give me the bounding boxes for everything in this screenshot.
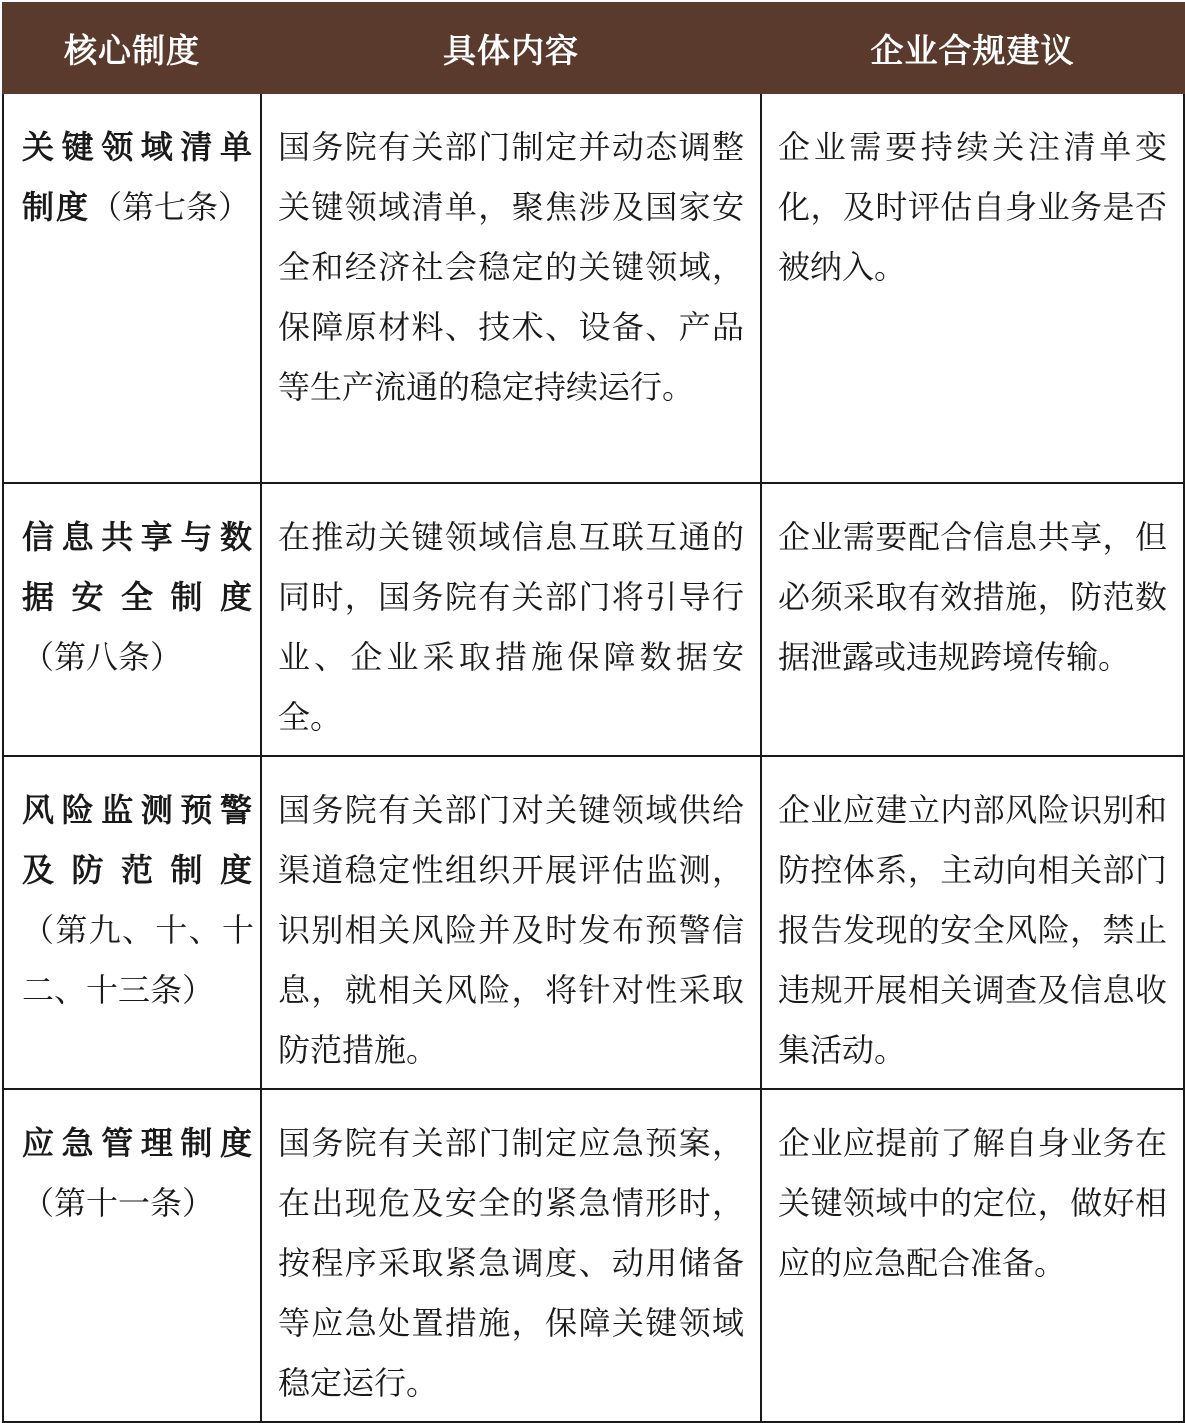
article-ref: （第十一条）	[22, 1184, 215, 1222]
article-ref: （第八条）	[22, 638, 183, 676]
system-name: 风险监测预警及防范制度	[22, 791, 254, 889]
system-name: 信息共享与数据安全制度	[22, 518, 254, 616]
regulation-table	[2, 2, 1185, 1423]
header-core-system: 核心制度	[3, 3, 261, 93]
system-name-cell	[3, 93, 261, 483]
table-row	[3, 1089, 1184, 1422]
table-row	[3, 756, 1184, 1089]
system-name-cell	[3, 756, 261, 1089]
table-row	[3, 483, 1184, 756]
content-cell: 国务院有关部门制定并动态调整关键领域清单，聚焦涉及国家安全和经济社会稳定的关键领域，保障原材料、技术、设备、产品等生产流通的稳定持续运行。	[261, 93, 761, 483]
header-content: 具体内容	[261, 3, 761, 93]
system-name: 关键领域清单制度	[22, 128, 254, 226]
table-row	[3, 93, 1184, 483]
system-name-cell	[3, 483, 261, 756]
advice-cell: 企业应建立内部风险识别和防控体系，主动向相关部门报告发现的安全风险，禁止违规开展相关调查及信息收集活动。	[761, 756, 1184, 1089]
system-name-cell	[3, 1089, 261, 1422]
content-cell: 国务院有关部门对关键领域供给渠道稳定性组织开展评估监测，识别相关风险并及时发布预警信息，就相关风险，将针对性采取防范措施。	[261, 756, 761, 1089]
header-row	[3, 3, 1184, 93]
content-cell: 国务院有关部门制定应急预案，在出现危及安全的紧急情形时，按程序采取紧急调度、动用储备等应急处置措施，保障关键领域稳定运行。	[261, 1089, 761, 1422]
header-compliance-advice: 企业合规建议	[761, 3, 1184, 93]
advice-cell: 企业应提前了解自身业务在关键领域中的定位，做好相应的应急配合准备。	[761, 1089, 1184, 1422]
article-ref: （第九、十、十二、十三条）	[22, 911, 254, 1009]
advice-cell: 企业需要配合信息共享，但必须采取有效措施，防范数据泄露或违规跨境传输。	[761, 483, 1184, 756]
content-cell: 在推动关键领域信息互联互通的同时，国务院有关部门将引导行业、企业采取措施保障数据安全。	[261, 483, 761, 756]
article-ref: （第七条）	[90, 188, 251, 226]
system-name: 应急管理制度	[22, 1124, 254, 1162]
advice-cell: 企业需要持续关注清单变化，及时评估自身业务是否被纳入。	[761, 93, 1184, 483]
